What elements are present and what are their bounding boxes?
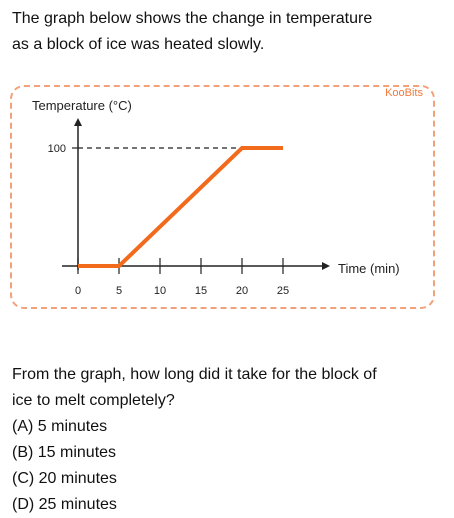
option-a[interactable]: (A) 5 minutes bbox=[12, 418, 108, 435]
option-b[interactable]: (B) 15 minutes bbox=[12, 444, 117, 461]
question-prompt bbox=[12, 362, 442, 518]
y-axis-arrow bbox=[74, 118, 82, 126]
y-axis-label: Temperature (°C) bbox=[32, 98, 132, 113]
x-tick-label-25: 25 bbox=[276, 285, 290, 297]
stem-line-1: The graph below shows the change in temperature bbox=[12, 10, 373, 27]
prompt-line-1: From the graph, how long did it take for the block of bbox=[12, 366, 377, 383]
x-tick-label-10: 10 bbox=[153, 285, 167, 297]
x-tick-label-15: 15 bbox=[194, 285, 208, 297]
x-axis-label: Time (min) bbox=[338, 261, 400, 276]
x-tick-label-20: 20 bbox=[235, 285, 249, 297]
koobits-logo: KooBits bbox=[385, 87, 423, 99]
option-c[interactable]: (C) 20 minutes bbox=[12, 470, 117, 487]
option-d[interactable]: (D) 25 minutes bbox=[12, 496, 117, 513]
y-tick-label-100: 100 bbox=[47, 143, 66, 155]
x-tick-label-5: 5 bbox=[115, 285, 123, 297]
x-tick-label-0: 0 bbox=[74, 285, 82, 297]
temperature-series-line bbox=[78, 148, 283, 266]
answer-options bbox=[12, 414, 442, 518]
x-axis-arrow bbox=[322, 262, 330, 270]
prompt-line-2: ice to melt completely? bbox=[12, 392, 175, 409]
stem-line-2: as a block of ice was heated slowly. bbox=[12, 36, 265, 53]
